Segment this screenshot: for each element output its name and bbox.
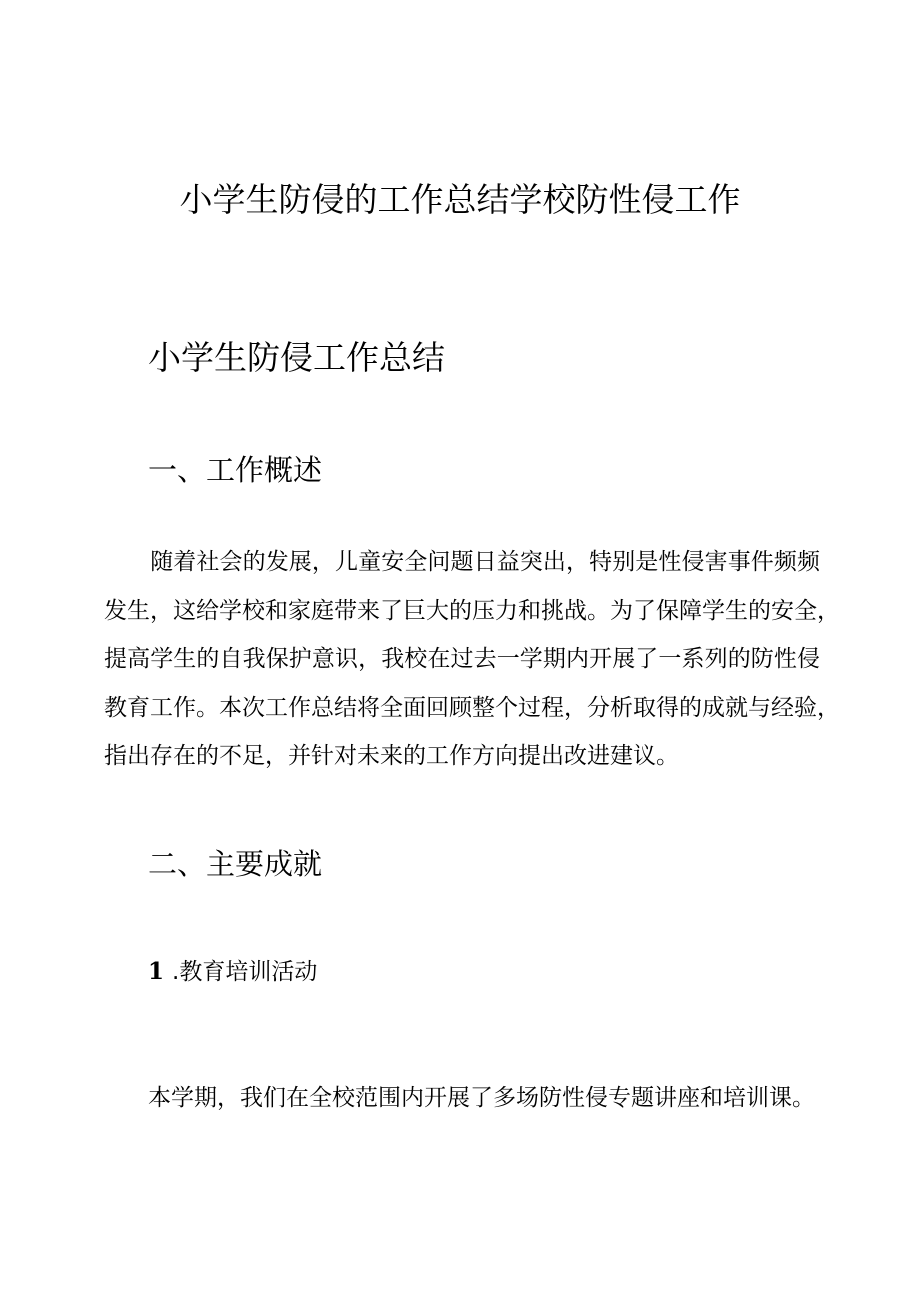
section-2-heading: 二、主要成就 <box>148 847 323 881</box>
paragraph-line: 本学期，我们在全校范围内开展了多场防性侵专题讲座和培训课。 <box>148 1085 815 1111</box>
subsection-1-heading <box>148 956 317 988</box>
subsection-number: 1 <box>148 958 165 985</box>
paragraph-line: 发生，这给学校和家庭带来了巨大的压力和挑战。为了保障学生的安全， <box>104 597 840 624</box>
paragraph-line: 随着社会的发展，儿童安全问题日益突出，特别是性侵害事件频频 <box>104 549 820 575</box>
paragraph-line: 教育工作。本次工作总结将全面回顾整个过程，分析取得的成就与经验， <box>104 694 840 721</box>
paragraph-line: 提高学生的自我保护意识，我校在过去一学期内开展了一系列的防性侵 <box>104 646 820 673</box>
subsection-1-paragraph <box>148 1074 828 1123</box>
section-1-heading: 一、工作概述 <box>148 453 323 487</box>
subsection-title: .教育培训活动 <box>172 959 318 985</box>
document-title: 小学生防侵的工作总结学校防性侵工作 <box>179 180 741 219</box>
main-heading: 小学生防侵工作总结 <box>148 338 445 377</box>
paragraph-line: 指出存在的不足，并针对未来的工作方向提出改进建议。 <box>104 743 679 770</box>
section-1-paragraph <box>104 538 840 781</box>
